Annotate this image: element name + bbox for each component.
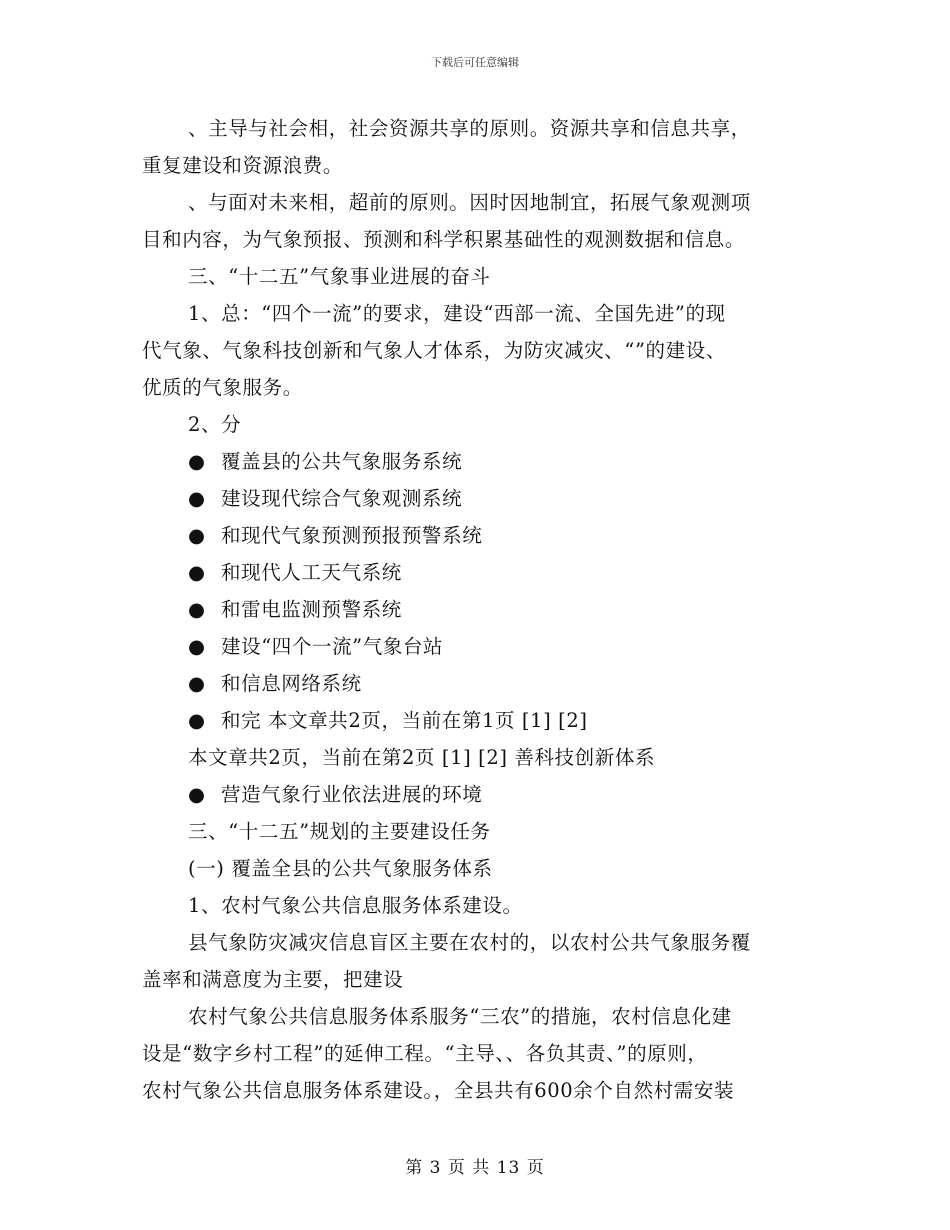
paragraph-line: 2、分 — [188, 413, 242, 436]
paragraph-line: 县气象防灾减灾信息盲区主要在农村的，以农村公共气象服务覆 — [188, 931, 751, 954]
paragraph-line: 、主导与社会相，社会资源共享的原则。资源共享和信息共享， — [188, 117, 751, 140]
bullet-text: 建设“四个一流”气象台站 — [221, 635, 444, 658]
paragraph-line: 重复建设和资源浪费。 — [142, 154, 344, 177]
paragraph-line: 目和内容，为气象预报、预测和科学积累基础性的观测数据和信息。 — [142, 228, 746, 251]
section-heading: 三、“十二五”规划的主要建设任务 — [188, 820, 491, 843]
paragraph-line: 设是“数字乡村工程”的延伸工程。“主导、、各负其责、”的原则， — [142, 1042, 708, 1065]
paragraph-line: 农村气象公共信息服务体系建设。，全县共有600余个自然村需安装 — [142, 1079, 735, 1102]
bullet-item — [142, 443, 822, 480]
bullet-item — [142, 554, 822, 591]
bullet-text: 和雷电监测预警系统 — [221, 598, 402, 621]
bullet-text: 和现代人工天气系统 — [221, 561, 402, 584]
bullet-text: 和信息网络系统 — [221, 672, 362, 695]
paragraph-line: 本文章共2页，当前在第2页 [1] [2] 善科技创新体系 — [188, 746, 656, 769]
bullet-text: 建设现代综合气象观测系统 — [221, 487, 463, 510]
bullet-icon: ● — [188, 561, 206, 584]
paragraph-line: 盖率和满意度为主要，把建设 — [142, 968, 404, 991]
bullet-item — [142, 665, 822, 702]
bullet-icon: ● — [188, 635, 206, 658]
paragraph-line: 代气象、气象科技创新和气象人才体系，为防灾减灾、“”的建设、 — [142, 339, 726, 362]
paragraph-line: 1、农村气象公共信息服务体系建设。 — [188, 894, 523, 917]
bullet-icon: ● — [188, 487, 206, 510]
document-body — [142, 110, 822, 1109]
bullet-item — [142, 480, 822, 517]
section-heading: 三、“十二五”气象事业进展的奋斗 — [188, 265, 491, 288]
bullet-text: 覆盖县的公共气象服务系统 — [221, 450, 463, 473]
bullet-item — [142, 628, 822, 665]
bullet-text: 和完 本文章共2页，当前在第1页 [1] [2] — [221, 709, 588, 732]
bullet-icon: ● — [188, 450, 206, 473]
bullet-icon: ● — [188, 524, 206, 547]
bullet-item — [142, 517, 822, 554]
subsection-heading: (一) 覆盖全县的公共气象服务体系 — [188, 857, 493, 880]
page-header: 下载后可任意编辑 — [431, 56, 519, 69]
bullet-text: 营造气象行业依法进展的环境 — [221, 783, 483, 806]
bullet-item — [142, 702, 822, 739]
paragraph-line: 优质的气象服务。 — [142, 376, 303, 399]
bullet-item — [142, 776, 822, 813]
bullet-icon: ● — [188, 598, 206, 621]
bullet-item — [142, 591, 822, 628]
bullet-text: 和现代气象预测预报预警系统 — [221, 524, 483, 547]
page-footer: 第 3 页 共 13 页 — [405, 1158, 545, 1178]
bullet-icon: ● — [188, 783, 206, 806]
paragraph-line: 1、总：“四个一流”的要求，建设“西部一流、全国先进”的现 — [188, 302, 726, 325]
paragraph-line: 农村气象公共信息服务体系服务“三农”的措施，农村信息化建 — [188, 1005, 732, 1028]
paragraph-line: 、与面对未来相，超前的原则。因时因地制宜，拓展气象观测项 — [188, 191, 751, 214]
bullet-icon: ● — [188, 672, 206, 695]
bullet-icon: ● — [188, 709, 206, 732]
